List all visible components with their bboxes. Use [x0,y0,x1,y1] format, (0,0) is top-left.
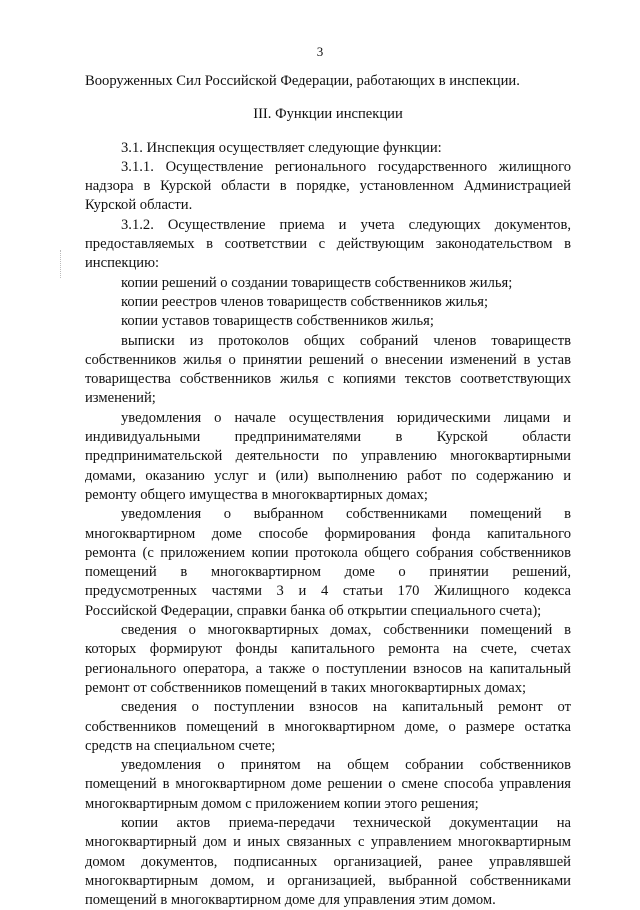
text-line: которых формируют фонды капитального ремонта на счете, счетах [85,641,571,658]
text-line: уведомления о принятом на общем собрании собственников [121,757,571,774]
list-item [85,756,571,814]
text-line: домом документов, подписанных организацией, ранее управлявшей [85,853,571,870]
text-line: сведения о многоквартирных домах, собственники помещений в [121,622,571,639]
section-title: III. Функции инспекции [253,106,403,123]
document-body [85,72,571,910]
list-item: копии реестров членов товариществ собственников жилья; [121,293,489,310]
text-line: сведения о поступлении взносов на капитальный ремонт от [121,699,571,716]
text-line: индивидуальными предпринимателями в Курской области [85,429,571,446]
text-line: предоставляемых в соответствии с действующим законодательством в [85,236,571,253]
list-item: копии решений о создании товариществ собственников жилья; [121,274,513,291]
text-line: товарищества собственников жилья с копиями текстов соответствующих [85,371,571,388]
list-item [85,332,571,409]
text-line: предусмотренных частями 3 и 4 статьи 170 Жилищного кодекса [85,583,571,600]
intro-line: Вооруженных Сил Российской Федерации, работающих в инспекции. [85,73,520,89]
list-item [85,621,571,698]
scan-artifact [60,250,62,278]
text-line: выписки из протоколов общих собраний членов товариществ [121,332,571,349]
text-line: собственников помещений в многоквартирном доме, о размере остатка [85,718,571,735]
text-line: предпринимательской деятельности по управлению многоквартирными [85,448,571,465]
page-number: 3 [316,44,324,59]
text-line: Российской Федерации, справки банка об открытии специального счета); [85,602,542,619]
list-item [85,698,571,756]
text-line: домами, оказанию услуг и (или) выполнению работ по содержанию и [85,467,571,484]
text-line: 3.1.2. Осуществление приема и учета следующих документов, [121,216,571,233]
list-item: копии уставов товариществ собственников жилья; [121,313,434,330]
list-item [85,409,571,505]
text-line: многоквартирный дом и иных связанных с управлением многоквартирным [85,834,571,851]
text-line: уведомления о выбранном собственниками помещений в [121,506,571,523]
text-line: помещений в многоквартирном доме решении о смене способа управления [85,776,571,793]
text-line: помещений в многоквартирном доме о принятии решений, [85,564,571,581]
clause-3-1-2 [85,216,571,274]
text-line: 3.1.1. Осуществление регионального государственного жилищного [121,158,571,175]
list-item [85,505,571,621]
text-line: многоквартирным домом с приложением копии этого решения; [85,795,479,812]
text-line: средств на специальном счете; [85,737,276,754]
text-line: многоквартирном доме способе формирования фонда капитального [85,525,571,542]
clause-3-1-1 [85,158,571,216]
text-line: помещений в многоквартирном доме для управления этим домом. [85,892,496,909]
text-line: регионального оператора, а также о поступлении взносов на капитальный [85,660,571,677]
text-line: копии актов приема-передачи технической документации на [121,814,571,831]
text-line: Курской области. [85,197,193,214]
text-line: собственников жилья о принятии решений о внесении изменений в устав [85,351,571,368]
text-line: надзора в Курской области в порядке, установленном Администрацией [85,178,571,195]
text-line: ремонт от собственников помещений в таких многоквартирных домах; [85,679,527,696]
list-item [85,814,571,910]
text-line: ремонту общего имущества в многоквартирных домах; [85,486,428,503]
text-line: многоквартирным домом, и организацией, выбранной собственниками [85,872,571,889]
text-line: инспекцию: [85,255,160,272]
clause-3-1: 3.1. Инспекция осуществляет следующие функции: [121,139,442,156]
text-line: уведомления о начале осуществления юридическими лицами и [121,409,571,426]
text-line: изменений; [85,390,156,407]
text-line: ремонта (с приложением копии протокола общего собрания собственников [85,544,571,561]
